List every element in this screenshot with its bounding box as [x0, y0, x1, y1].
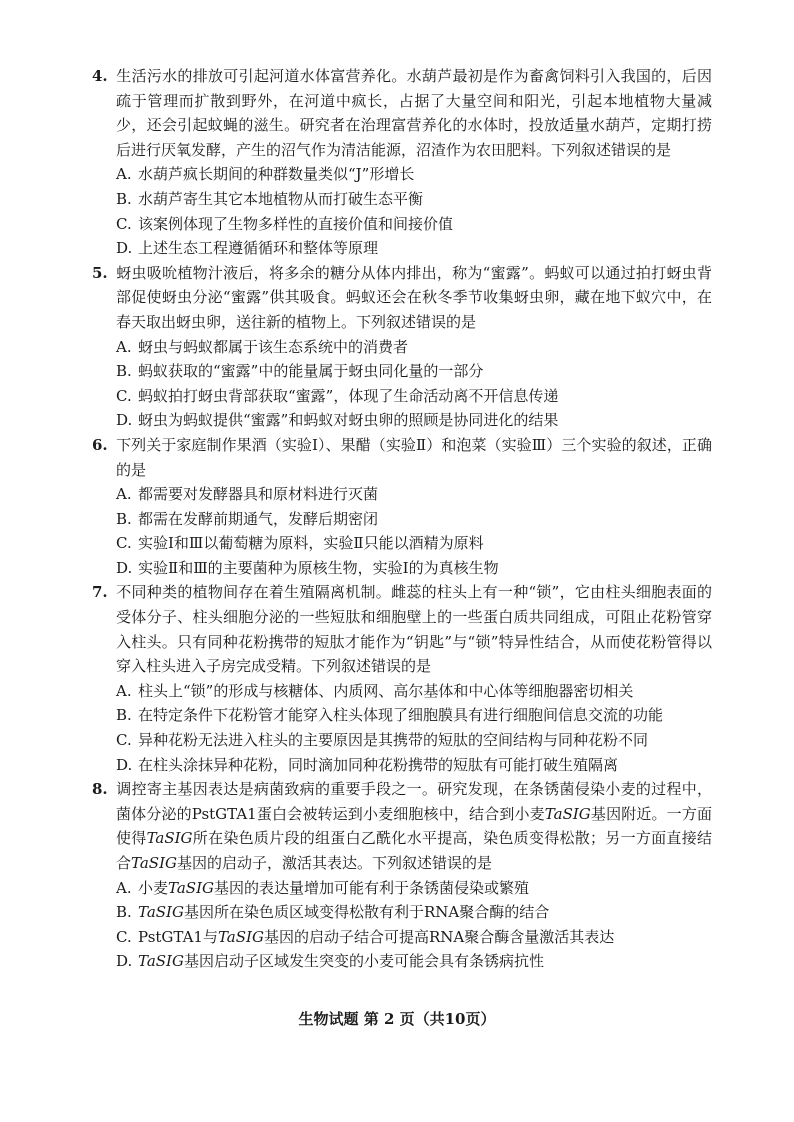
option-a: A. 蚜虫与蚂蚁都属于该生态系统中的消费者 — [116, 337, 409, 356]
option-b: B. 都需在发酵前期通气，发酵后期密闭 — [116, 509, 379, 528]
option-a: A. 都需要对发酵器具和原材料进行灭菌 — [116, 485, 379, 504]
option-c: C. 异种花粉无法进入柱头的主要原因是其携带的短肽的空间结构与同种花粉不同 — [116, 731, 649, 750]
gene-name: TaSIG — [217, 927, 264, 946]
question-4 — [92, 64, 712, 261]
option-b: B. 蚂蚁获取的“蜜露”中的能量属于蚜虫同化量的一部分 — [116, 362, 484, 381]
option-d: D. 在柱头涂抹异种花粉，同时滴加同种花粉携带的短肽有可能打破生殖隔离 — [116, 755, 619, 774]
option-d: D. 蚜虫为蚂蚁提供“蜜露”和蚂蚁对蚜虫卵的照顾是协同进化的结果 — [116, 411, 559, 430]
question-text: 下列关于家庭制作果酒（实验Ⅰ）、果醋（实验Ⅱ）和泡菜（实验Ⅲ）三个实验的叙述，正确的是 — [116, 435, 712, 479]
option-a: A. 小麦TaSIG基因的表达量增加可能有利于条锈菌侵染或繁殖 — [116, 878, 529, 897]
gene-name: TaSIG — [168, 878, 214, 897]
gene-name: TaSIG — [131, 854, 177, 872]
question-stem — [92, 433, 712, 482]
option-c: C. 该案例体现了生物多样性的直接价值和间接价值 — [116, 214, 454, 233]
gene-name: TaSIG — [138, 952, 184, 971]
question-stem: 8. 调控寄主基因表达是病菌致病的重要手段之一。研究发现，在条锈菌侵染小麦的过程中，菌体分泌的PstGTA1蛋白会被转运到小麦细胞核中，结合到小麦TaSIG基因附近。一方面使得TaSIG所在染色质片段的组蛋白乙酰化水平提高，染色质变得松散；另一方面直接结合TaSIG基因的启动子，激活其表达。下列叙述错误的是 — [92, 777, 712, 875]
option-c: C. 蚂蚁拍打蚜虫背部获取“蜜露”，体现了生命活动离不开信息传递 — [116, 386, 559, 405]
question-stem — [92, 64, 712, 162]
gene-name: TaSIG — [544, 804, 591, 823]
question-number: 5. — [92, 263, 108, 282]
questions-section — [92, 64, 712, 974]
option-b: B. 水葫芦寄生其它本地植物从而打破生态平衡 — [116, 189, 424, 208]
option-d: D. 实验Ⅱ和Ⅲ的主要菌种为原核生物，实验Ⅰ的为真核生物 — [116, 558, 499, 577]
option-d: D. 上述生态工程遵循循环和整体等原理 — [116, 239, 379, 258]
option-c: C. 实验Ⅰ和Ⅲ以葡萄糖为原料，实验Ⅱ只能以酒精为原料 — [116, 534, 484, 553]
question-text: 不同种类的植物间存在着生殖隔离机制。雌蕊的柱头上有一种“锁”，它由柱头细胞表面的受体分子、柱头细胞分泌的一些短肽和细胞壁上的一些蛋白质共同组成，可阻止花粉管穿入柱头。只有同种花粉携带的短肽才能作为“钥匙”与“锁”特异性结合，从而使花粉管得以穿入柱头进入子房完成受精。下列叙述错误的是 — [116, 583, 712, 676]
question-stem — [92, 261, 712, 335]
option-a: A. 柱头上“锁”的形成与核糖体、内质网、高尔基体和中心体等细胞器密切相关 — [116, 681, 634, 700]
question-5 — [92, 261, 712, 433]
question-number: 7. — [92, 583, 108, 602]
question-8 — [92, 777, 712, 974]
question-text: 生活污水的排放可引起河道水体富营养化。水葫芦最初是作为畜禽饲料引入我国的，后因疏于管理而扩散到野外，在河道中疯长，占据了大量空间和阳光，引起本地植物大量减少，还会引起蚊蝇的滋生。研究者在治理富营养化的水体时，投放适量水葫芦，定期打捞后进行厌氧发酵，产生的沼气作为清洁能源，沼渣作为农田肥料。下列叙述错误的是 — [116, 67, 712, 159]
gene-name: TaSIG — [146, 829, 193, 848]
page-footer: 生物试题 第 2 页（共10页） — [298, 1010, 496, 1028]
option-d: D. TaSIG基因启动子区域发生突变的小麦可能会具有条锈病抗性 — [116, 952, 544, 971]
option-b: B. 在特定条件下花粉管才能穿入柱头体现了细胞膜具有进行细胞间信息交流的功能 — [116, 706, 664, 725]
option-b: B. TaSIG基因所在染色质区域变得松散有利于RNA聚合酶的结合 — [116, 903, 550, 922]
question-number: 6. — [92, 435, 108, 454]
question-number: 8. — [92, 780, 108, 799]
question-stem — [92, 580, 712, 678]
gene-name: TaSIG — [138, 903, 184, 922]
question-number: 4. — [92, 67, 108, 85]
question-6 — [92, 433, 712, 581]
question-7 — [92, 580, 712, 777]
question-text: 蚜虫吸吮植物汁液后，将多余的糖分从体内排出，称为“蜜露”。蚂蚁可以通过拍打蚜虫背部促使蚜虫分泌“蜜露”供其吸食。蚂蚁还会在秋冬季节收集蚜虫卵，藏在地下蚁穴中，在春天取出蚜虫卵，送往新的植物上。下列叙述错误的是 — [116, 263, 712, 331]
option-c: C. PstGTA1与TaSIG基因的启动子结合可提高RNA聚合酶含量激活其表达 — [116, 927, 615, 946]
option-a: A. 水葫芦疯长期间的种群数量类似“J”形增长 — [116, 165, 415, 184]
